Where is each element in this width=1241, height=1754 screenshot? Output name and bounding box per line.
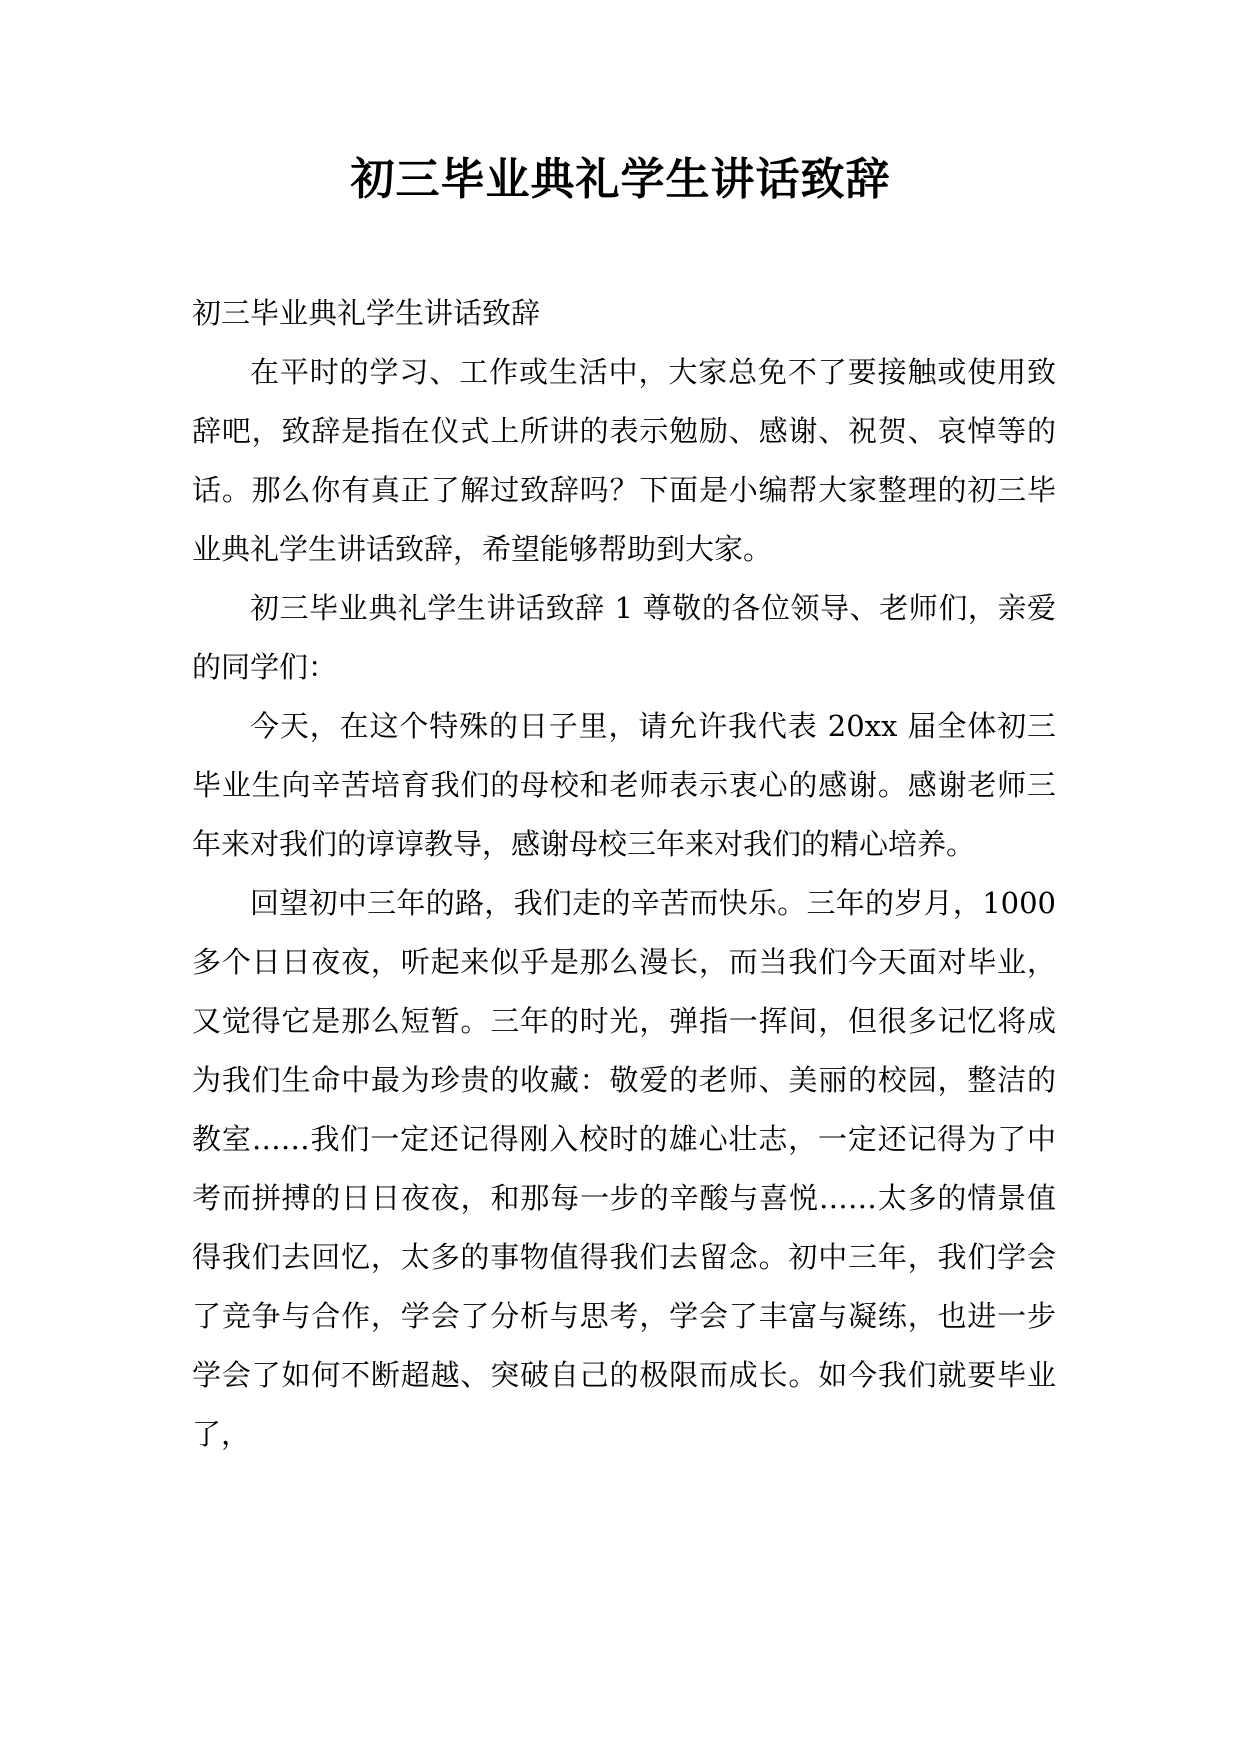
paragraph-reflection: 回望初中三年的路，我们走的辛苦而快乐。三年的岁月，1000 多个日日夜夜，听起来似乎是那么漫长，而当我们今天面对毕业，又觉得它是那么短暂。三年的时光，弹指一挥间，但很多记忆将成为我们生命中最为珍贵的收藏：敬爱的老师、美丽的校园，整洁的教室……我们一定还记得刚入校时的雄心壮志，一定还记得为了中考而拼搏的日日夜夜，和那每一步的辛酸与喜悦……太多的情景值得我们去回忆，太多的事物值得我们去留念。初中三年，我们学会了竞争与合作，学会了分析与思考，学会了丰富与凝练，也进一步学会了如何不断超越、突破自己的极限而成长。如今我们就要毕业了， [192, 886, 1056, 1451]
paragraph-thanks: 今天，在这个特殊的日子里，请允许我代表 20xx 届全体初三毕业生向辛苦培育我们的母校和老师表示衷心的感谢。感谢老师三年来对我们的谆谆教导，感谢母校三年来对我们的精心培养。 [192, 709, 1056, 861]
paragraph-intro: 在平时的学习、工作或生活中，大家总免不了要接触或使用致辞吧，致辞是指在仪式上所讲的表示勉励、感谢、祝贺、哀悼等的话。那么你有真正了解过致辞吗？下面是小编帮大家整理的初三毕业典礼学生讲话致辞，希望能够帮助到大家。 [192, 355, 1056, 566]
document-subtitle: 初三毕业典礼学生讲话致辞 [192, 296, 541, 330]
document-body [192, 284, 1056, 1464]
paragraph-speech-heading: 初三毕业典礼学生讲话致辞 1 尊敬的各位领导、老师们，亲爱的同学们： [192, 591, 1056, 684]
document-title: 初三毕业典礼学生讲话致辞 [350, 154, 891, 205]
